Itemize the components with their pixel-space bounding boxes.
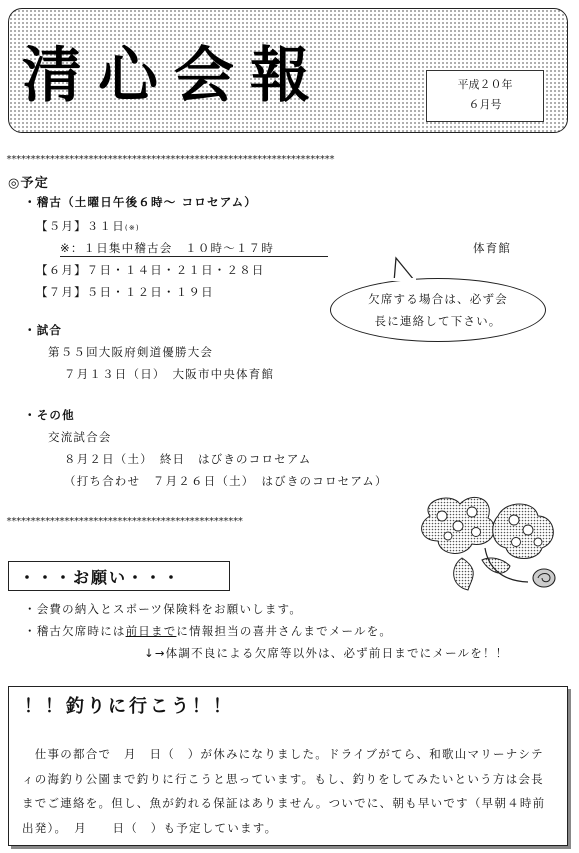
bubble-line-1: 欠席する場合は、必ず会 xyxy=(368,292,508,306)
fishing-title: ！！釣りに行こう！！ xyxy=(24,696,234,717)
practice-label: ・稽古（土曜日午後６時～ コロセアム） xyxy=(24,195,257,209)
request-item-1: ・会費の納入とスポーツ保険料をお願いします。 xyxy=(24,602,303,616)
fishing-body: 仕事の都合で 月 日（ ）が休みになりました。ドライブがてら、和歌山マリーナシティの海釣り公園まで釣りに行こうと思っています。もし、釣りをしてみたいという方は会長までご連絡を。但し、魚が釣れる保証はありません。ついでに、朝も早いです（早朝４時前出発）。 月 日（ ）も予定しています。 xyxy=(22,747,546,835)
absence-notice-bubble xyxy=(330,278,546,342)
hydrangea-flower-icon xyxy=(410,486,570,596)
star-divider: ******************************************************************** xyxy=(6,154,334,165)
request-item-2-pre: ・稽古欠席時には xyxy=(24,624,126,638)
bubble-line-2: 長に連絡して下さい。 xyxy=(374,314,502,328)
star-divider-2: ************************************************* xyxy=(6,516,243,527)
june-schedule: 【６月】７日・１４日・２１日・２８日 xyxy=(36,263,265,277)
request-heading-box xyxy=(8,561,230,591)
other-event-date: ８月２日（土） 終日 はびきのコロセアム xyxy=(64,452,312,466)
newsletter-title: 清心会報 xyxy=(22,41,326,111)
match-name: 第５５回大阪府剣道優勝大会 xyxy=(48,345,214,359)
request-heading: ・・・お願い・・・ xyxy=(19,568,182,587)
may-schedule xyxy=(36,218,140,234)
schedule-heading: ◎予定 xyxy=(8,176,49,191)
request-item-3: ↓→体調不良による欠席等以外は、必ず前日までにメールを！！ xyxy=(144,646,509,660)
may-venue: 体育館 xyxy=(473,241,512,255)
match-label: ・試合 xyxy=(24,323,63,337)
other-event-name: 交流試合会 xyxy=(48,430,112,444)
issue-era: 平成２０年 xyxy=(457,78,513,91)
request-item-2-emphasis: 前日まで xyxy=(125,624,177,638)
may-note: ※：１日集中稽古会 １０時～１７時 xyxy=(60,241,275,255)
bubble-tail-join xyxy=(392,278,416,281)
other-label: ・その他 xyxy=(24,408,75,422)
request-item-2 xyxy=(24,623,392,639)
issue-month: ６月号 xyxy=(468,98,502,111)
request-item-2-post: に情報担当の喜井さんまでメールを。 xyxy=(176,624,393,638)
match-date: ７月１３日（日） 大阪市中央体育館 xyxy=(64,367,275,381)
may-dates: 【５月】３１日 xyxy=(36,219,125,233)
may-note-underline xyxy=(60,256,328,257)
may-note-mark: (※) xyxy=(124,224,140,232)
july-schedule: 【７月】５日・１２日・１９日 xyxy=(36,285,214,299)
other-meeting: （打ち合わせ ７月２６日（土） はびきのコロセアム） xyxy=(64,474,388,488)
issue-date-box xyxy=(426,70,544,122)
